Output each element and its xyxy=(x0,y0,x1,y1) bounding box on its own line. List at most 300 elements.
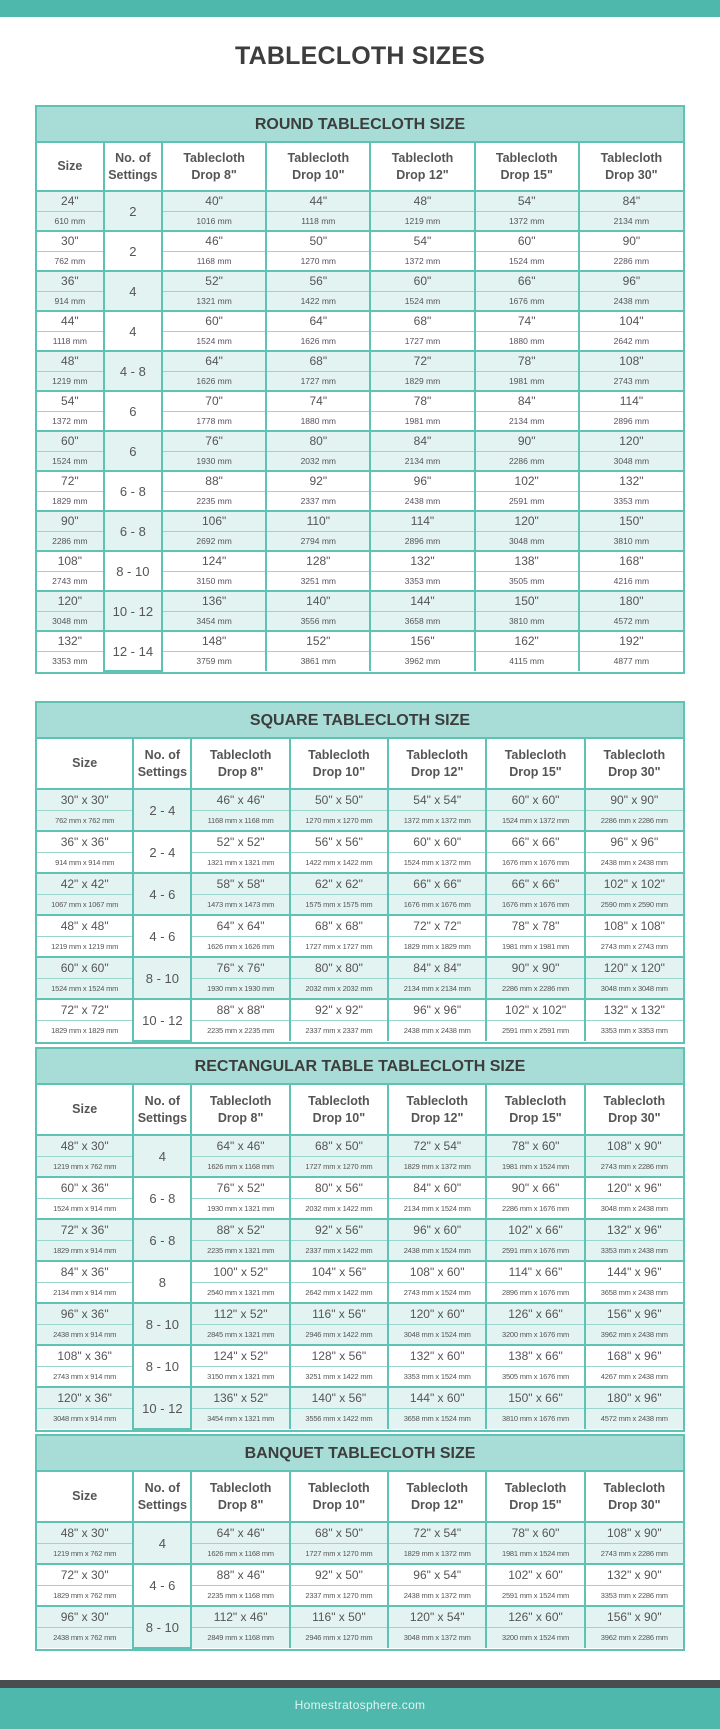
drop-mm: 2590 mm x 2590 mm xyxy=(585,894,683,915)
drop-mm: 2286 mm xyxy=(475,451,579,471)
drop-mm: 4572 mm x 2438 mm xyxy=(585,1408,683,1429)
drop-mm: 3556 mm xyxy=(266,611,370,631)
drop-mm: 2134 mm xyxy=(579,211,683,231)
drop-inches: 90" x 90" xyxy=(585,789,683,810)
drop-inches: 74" xyxy=(266,391,370,411)
drop-inches: 44" xyxy=(266,191,370,211)
drop-inches: 150" xyxy=(579,511,683,531)
drop-inches: 126" x 66" xyxy=(486,1303,584,1324)
drop-inches: 52" x 52" xyxy=(191,831,289,852)
table-row xyxy=(37,591,683,611)
drop-mm: 1981 mm x 1524 mm xyxy=(486,1543,584,1564)
drop-inches: 64" xyxy=(266,311,370,331)
drop-mm: 2032 mm x 1422 mm xyxy=(290,1198,388,1219)
drop-mm: 2896 mm xyxy=(579,411,683,431)
drop-inches: 144" x 60" xyxy=(388,1387,486,1408)
drop-inches: 90" xyxy=(579,231,683,251)
col-header-size: Size xyxy=(37,1085,133,1135)
drop-inches: 64" x 46" xyxy=(191,1135,289,1156)
drop-mm: 2032 mm xyxy=(266,451,370,471)
size-inches: 72" x 72" xyxy=(37,999,133,1020)
drop-inches: 156" x 96" xyxy=(585,1303,683,1324)
drop-mm: 2642 mm xyxy=(579,331,683,351)
drop-mm: 2946 mm x 1422 mm xyxy=(290,1324,388,1345)
settings-count: 4 xyxy=(104,311,162,351)
size-mm: 3353 mm xyxy=(37,651,104,671)
drop-inches: 46" x 46" xyxy=(191,789,289,810)
drop-inches: 144" xyxy=(370,591,474,611)
drop-inches: 144" x 96" xyxy=(585,1261,683,1282)
drop-inches: 84" xyxy=(579,191,683,211)
drop-inches: 92" x 56" xyxy=(290,1219,388,1240)
col-header-drop: Tablecloth Drop 8" xyxy=(191,739,289,789)
drop-mm: 1930 mm x 1930 mm xyxy=(191,978,289,999)
drop-mm: 1930 mm xyxy=(162,451,266,471)
drop-mm: 3353 mm x 2286 mm xyxy=(585,1585,683,1606)
size-inches: 48" x 48" xyxy=(37,915,133,936)
col-header-drop: Tablecloth Drop 30" xyxy=(585,1472,683,1522)
drop-mm: 2337 mm x 1270 mm xyxy=(290,1585,388,1606)
table-row xyxy=(37,957,683,978)
settings-count: 4 - 6 xyxy=(133,873,191,915)
drop-inches: 78" x 60" xyxy=(486,1135,584,1156)
drop-inches: 84" xyxy=(370,431,474,451)
drop-mm: 3810 mm xyxy=(475,611,579,631)
drop-inches: 68" x 50" xyxy=(290,1135,388,1156)
drop-inches: 72" x 54" xyxy=(388,1522,486,1543)
size-table xyxy=(37,1472,683,1649)
settings-count: 6 - 8 xyxy=(104,471,162,511)
drop-mm: 3048 mm x 3048 mm xyxy=(585,978,683,999)
table-row xyxy=(37,191,683,211)
drop-mm: 3962 mm x 2286 mm xyxy=(585,1627,683,1648)
drop-inches: 116" x 56" xyxy=(290,1303,388,1324)
table-row xyxy=(37,1219,683,1240)
col-header-drop: Tablecloth Drop 10" xyxy=(290,1085,388,1135)
drop-mm: 1626 mm x 1626 mm xyxy=(191,936,289,957)
drop-inches: 120" xyxy=(475,511,579,531)
drop-mm: 3454 mm xyxy=(162,611,266,631)
settings-count: 6 - 8 xyxy=(104,511,162,551)
settings-count: 2 - 4 xyxy=(133,831,191,873)
drop-mm: 1626 mm xyxy=(162,371,266,391)
drop-inches: 64" x 64" xyxy=(191,915,289,936)
drop-mm: 1372 mm x 1372 mm xyxy=(388,810,486,831)
drop-mm: 2235 mm xyxy=(162,491,266,511)
size-inches: 96" x 30" xyxy=(37,1606,133,1627)
drop-mm: 2743 mm x 2286 mm xyxy=(585,1543,683,1564)
col-header-settings: No. of Settings xyxy=(133,739,191,789)
drop-mm: 3658 mm xyxy=(370,611,474,631)
table-row xyxy=(37,1387,683,1408)
drop-inches: 84" x 84" xyxy=(388,957,486,978)
col-header-size: Size xyxy=(37,1472,133,1522)
drop-inches: 54" xyxy=(370,231,474,251)
drop-inches: 108" x 108" xyxy=(585,915,683,936)
settings-count: 8 - 10 xyxy=(133,1606,191,1648)
drop-inches: 168" xyxy=(579,551,683,571)
drop-mm: 2134 mm x 2134 mm xyxy=(388,978,486,999)
drop-inches: 104" xyxy=(579,311,683,331)
drop-mm: 1981 mm xyxy=(370,411,474,431)
size-inches: 48" x 30" xyxy=(37,1135,133,1156)
drop-inches: 114" xyxy=(579,391,683,411)
settings-count: 12 - 14 xyxy=(104,631,162,671)
drop-mm: 3658 mm x 2438 mm xyxy=(585,1282,683,1303)
footer-site-link[interactable]: Homestratosphere.com xyxy=(294,1698,426,1712)
drop-mm: 2591 mm x 2591 mm xyxy=(486,1020,584,1041)
settings-count: 8 - 10 xyxy=(133,1345,191,1387)
top-accent-bar xyxy=(0,0,720,17)
drop-inches: 90" x 66" xyxy=(486,1177,584,1198)
drop-inches: 66" x 66" xyxy=(388,873,486,894)
drop-inches: 48" xyxy=(370,191,474,211)
drop-mm: 1676 mm xyxy=(475,291,579,311)
drop-inches: 126" x 60" xyxy=(486,1606,584,1627)
table-row xyxy=(37,873,683,894)
drop-mm: 3962 mm x 2438 mm xyxy=(585,1324,683,1345)
drop-inches: 180" xyxy=(579,591,683,611)
col-header-settings: No. of Settings xyxy=(133,1085,191,1135)
drop-inches: 60" x 60" xyxy=(388,831,486,852)
size-inches: 36" xyxy=(37,271,104,291)
col-header-drop: Tablecloth Drop 8" xyxy=(191,1085,289,1135)
drop-mm: 1270 mm x 1270 mm xyxy=(290,810,388,831)
size-mm: 762 mm x 762 mm xyxy=(37,810,133,831)
drop-mm: 3150 mm x 1321 mm xyxy=(191,1366,289,1387)
size-inches: 60" xyxy=(37,431,104,451)
drop-inches: 90" x 90" xyxy=(486,957,584,978)
size-inches: 72" xyxy=(37,471,104,491)
drop-inches: 112" x 52" xyxy=(191,1303,289,1324)
drop-inches: 108" x 90" xyxy=(585,1135,683,1156)
size-table xyxy=(37,739,683,1042)
size-table xyxy=(37,143,683,672)
drop-mm: 2438 mm x 1372 mm xyxy=(388,1585,486,1606)
drop-mm: 1626 mm x 1168 mm xyxy=(191,1543,289,1564)
banquet-tablecloth-section xyxy=(35,1434,685,1651)
drop-inches: 88" x 52" xyxy=(191,1219,289,1240)
drop-mm: 2591 mm x 1676 mm xyxy=(486,1240,584,1261)
size-inches: 90" xyxy=(37,511,104,531)
settings-count: 10 - 12 xyxy=(133,1387,191,1429)
size-mm: 2438 mm x 914 mm xyxy=(37,1324,133,1345)
drop-mm: 1270 mm xyxy=(266,251,370,271)
drop-mm: 2438 mm x 2438 mm xyxy=(585,852,683,873)
drop-inches: 138" x 66" xyxy=(486,1345,584,1366)
drop-inches: 68" x 68" xyxy=(290,915,388,936)
size-mm: 1219 mm x 762 mm xyxy=(37,1156,133,1177)
drop-mm: 2337 mm x 1422 mm xyxy=(290,1240,388,1261)
drop-mm: 3200 mm x 1676 mm xyxy=(486,1324,584,1345)
drop-mm: 3810 mm x 1676 mm xyxy=(486,1408,584,1429)
size-inches: 44" xyxy=(37,311,104,331)
size-inches: 48" xyxy=(37,351,104,371)
drop-mm: 3048 mm x 1372 mm xyxy=(388,1627,486,1648)
col-header-drop: Tablecloth Drop 15" xyxy=(475,143,579,191)
drop-mm: 2337 mm xyxy=(266,491,370,511)
size-inches: 30" x 30" xyxy=(37,789,133,810)
drop-mm: 3505 mm x 1676 mm xyxy=(486,1366,584,1387)
drop-mm: 1676 mm x 1676 mm xyxy=(486,852,584,873)
drop-inches: 132" x 132" xyxy=(585,999,683,1020)
drop-inches: 72" x 72" xyxy=(388,915,486,936)
drop-inches: 132" x 60" xyxy=(388,1345,486,1366)
drop-mm: 4115 mm xyxy=(475,651,579,671)
drop-mm: 2286 mm xyxy=(579,251,683,271)
drop-inches: 106" xyxy=(162,511,266,531)
size-mm: 3048 mm x 914 mm xyxy=(37,1408,133,1429)
size-mm: 1829 mm x 762 mm xyxy=(37,1585,133,1606)
size-inches: 36" x 36" xyxy=(37,831,133,852)
drop-mm: 3048 mm x 2438 mm xyxy=(585,1198,683,1219)
drop-inches: 108" x 60" xyxy=(388,1261,486,1282)
size-mm: 1219 mm xyxy=(37,371,104,391)
drop-inches: 104" x 56" xyxy=(290,1261,388,1282)
drop-mm: 1219 mm xyxy=(370,211,474,231)
drop-inches: 70" xyxy=(162,391,266,411)
drop-inches: 66" xyxy=(475,271,579,291)
drop-inches: 128" xyxy=(266,551,370,571)
size-mm: 1118 mm xyxy=(37,331,104,351)
drop-inches: 90" xyxy=(475,431,579,451)
size-mm: 2743 mm xyxy=(37,571,104,591)
drop-inches: 102" x 60" xyxy=(486,1564,584,1585)
drop-mm: 1372 mm xyxy=(370,251,474,271)
size-inches: 30" xyxy=(37,231,104,251)
drop-mm: 3353 mm xyxy=(370,571,474,591)
drop-mm: 2235 mm x 1168 mm xyxy=(191,1585,289,1606)
drop-mm: 1981 mm xyxy=(475,371,579,391)
drop-inches: 76" xyxy=(162,431,266,451)
settings-count: 6 - 8 xyxy=(133,1219,191,1261)
drop-mm: 2286 mm x 2286 mm xyxy=(486,978,584,999)
drop-mm: 1321 mm xyxy=(162,291,266,311)
drop-inches: 156" x 90" xyxy=(585,1606,683,1627)
col-header-size: Size xyxy=(37,143,104,191)
drop-inches: 116" x 50" xyxy=(290,1606,388,1627)
drop-mm: 3658 mm x 1524 mm xyxy=(388,1408,486,1429)
col-header-drop: Tablecloth Drop 15" xyxy=(486,739,584,789)
drop-inches: 148" xyxy=(162,631,266,651)
settings-count: 4 xyxy=(104,271,162,311)
drop-mm: 1727 mm x 1270 mm xyxy=(290,1156,388,1177)
size-mm: 2438 mm x 762 mm xyxy=(37,1627,133,1648)
drop-inches: 78" xyxy=(475,351,579,371)
drop-mm: 1727 mm x 1270 mm xyxy=(290,1543,388,1564)
table-row xyxy=(37,1261,683,1282)
drop-mm: 1372 mm xyxy=(475,211,579,231)
drop-inches: 150" x 66" xyxy=(486,1387,584,1408)
drop-mm: 1727 mm xyxy=(266,371,370,391)
settings-count: 6 xyxy=(104,431,162,471)
size-mm: 1067 mm x 1067 mm xyxy=(37,894,133,915)
drop-inches: 80" xyxy=(266,431,370,451)
drop-mm: 2743 mm x 1524 mm xyxy=(388,1282,486,1303)
drop-mm: 3353 mm x 2438 mm xyxy=(585,1240,683,1261)
drop-inches: 162" xyxy=(475,631,579,651)
size-mm: 762 mm xyxy=(37,251,104,271)
drop-inches: 132" x 90" xyxy=(585,1564,683,1585)
drop-inches: 96" xyxy=(370,471,474,491)
drop-inches: 100" x 52" xyxy=(191,1261,289,1282)
size-inches: 108" x 36" xyxy=(37,1345,133,1366)
table-row xyxy=(37,1345,683,1366)
size-inches: 48" x 30" xyxy=(37,1522,133,1543)
drop-inches: 168" x 96" xyxy=(585,1345,683,1366)
drop-mm: 1778 mm xyxy=(162,411,266,431)
size-mm: 1524 mm x 1524 mm xyxy=(37,978,133,999)
drop-mm: 4877 mm xyxy=(613,656,650,667)
size-inches: 84" x 36" xyxy=(37,1261,133,1282)
section-title: ROUND TABLECLOTH SIZE xyxy=(37,107,683,143)
drop-inches: 76" x 52" xyxy=(191,1177,289,1198)
settings-count: 2 - 4 xyxy=(133,789,191,831)
drop-mm: 3505 mm xyxy=(475,571,579,591)
drop-mm: 2849 mm x 1168 mm xyxy=(191,1627,289,1648)
drop-inches: 60" xyxy=(370,271,474,291)
drop-inches: 62" x 62" xyxy=(290,873,388,894)
page-title: TABLECLOTH SIZES xyxy=(235,42,485,70)
round-tablecloth-section xyxy=(35,105,685,674)
table-row xyxy=(37,351,683,371)
table-row xyxy=(37,1606,683,1627)
drop-inches: 156" xyxy=(370,631,474,651)
settings-count: 4 - 6 xyxy=(133,915,191,957)
drop-inches: 102" x 66" xyxy=(486,1219,584,1240)
drop-inches: 152" xyxy=(266,631,370,651)
footer-divider xyxy=(0,1680,720,1688)
drop-inches: 140" x 56" xyxy=(290,1387,388,1408)
drop-inches: 78" x 78" xyxy=(486,915,584,936)
drop-inches: 78" xyxy=(370,391,474,411)
drop-mm: 2438 mm xyxy=(579,291,683,311)
drop-mm: 3200 mm x 1524 mm xyxy=(486,1627,584,1648)
size-mm: 1372 mm xyxy=(37,411,104,431)
drop-inches: 96" x 54" xyxy=(388,1564,486,1585)
size-inches: 72" x 36" xyxy=(37,1219,133,1240)
drop-inches: 72" xyxy=(370,351,474,371)
drop-inches: 54" x 54" xyxy=(388,789,486,810)
settings-count: 10 - 12 xyxy=(133,999,191,1041)
drop-mm: 2337 mm x 2337 mm xyxy=(290,1020,388,1041)
drop-mm: 1321 mm x 1321 mm xyxy=(191,852,289,873)
settings-count: 6 xyxy=(104,391,162,431)
settings-count: 2 xyxy=(104,191,162,231)
table-row xyxy=(37,831,683,852)
size-mm: 1219 mm x 1219 mm xyxy=(37,936,133,957)
settings-count: 4 - 6 xyxy=(133,1564,191,1606)
col-header-drop: Tablecloth Drop 8" xyxy=(162,143,266,191)
drop-inches: 112" x 46" xyxy=(191,1606,289,1627)
settings-count: 4 xyxy=(133,1522,191,1564)
drop-inches: 54" xyxy=(475,191,579,211)
drop-mm: 1524 mm xyxy=(475,251,579,271)
drop-mm: 3251 mm xyxy=(266,571,370,591)
footer-bar xyxy=(0,1688,720,1729)
drop-inches: 92" x 50" xyxy=(290,1564,388,1585)
size-inches: 72" x 30" xyxy=(37,1564,133,1585)
drop-mm: 3861 mm xyxy=(266,651,370,671)
table-row xyxy=(37,915,683,936)
drop-inches: 132" xyxy=(579,471,683,491)
drop-mm: 1930 mm x 1321 mm xyxy=(191,1198,289,1219)
drop-inches: 120" x 120" xyxy=(585,957,683,978)
drop-mm: 4572 mm xyxy=(579,611,683,631)
table-row xyxy=(37,431,683,451)
drop-inches: 66" x 66" xyxy=(486,831,584,852)
drop-mm: 2743 mm xyxy=(579,371,683,391)
drop-mm: 2438 mm xyxy=(370,491,474,511)
drop-inches: 56" xyxy=(266,271,370,291)
drop-inches: 132" x 96" xyxy=(585,1219,683,1240)
table-row xyxy=(37,1564,683,1585)
drop-mm: 1626 mm xyxy=(266,331,370,351)
drop-inches: 92" xyxy=(266,471,370,491)
drop-inches: 192" xyxy=(579,631,683,651)
drop-mm: 1118 mm xyxy=(266,211,370,231)
drop-inches: 80" x 56" xyxy=(290,1177,388,1198)
drop-mm: 2540 mm x 1321 mm xyxy=(191,1282,289,1303)
drop-mm: 1829 mm xyxy=(370,371,474,391)
size-mm: 1524 mm x 914 mm xyxy=(37,1198,133,1219)
drop-mm: 3048 mm xyxy=(579,451,683,471)
size-inches: 42" x 42" xyxy=(37,873,133,894)
drop-inches: 88" x 88" xyxy=(191,999,289,1020)
drop-inches: 64" xyxy=(162,351,266,371)
size-mm: 1829 mm xyxy=(37,491,104,511)
section-title: BANQUET TABLECLOTH SIZE xyxy=(37,1436,683,1472)
settings-count: 2 xyxy=(104,231,162,271)
drop-inches: 150" xyxy=(475,591,579,611)
col-header-drop: Tablecloth Drop 15" xyxy=(486,1472,584,1522)
drop-inches: 88" xyxy=(162,471,266,491)
table-row xyxy=(37,789,683,810)
drop-inches: 108" x 90" xyxy=(585,1522,683,1543)
size-mm: 3048 mm xyxy=(37,611,104,631)
rectangular-tablecloth-section xyxy=(35,1047,685,1432)
drop-mm: 2235 mm x 2235 mm xyxy=(191,1020,289,1041)
drop-inches: 84" x 60" xyxy=(388,1177,486,1198)
settings-count: 4 xyxy=(133,1135,191,1177)
drop-inches: 78" x 60" xyxy=(486,1522,584,1543)
drop-mm: 1168 mm xyxy=(162,251,266,271)
drop-mm: 1473 mm x 1473 mm xyxy=(191,894,289,915)
drop-mm: 1168 mm x 1168 mm xyxy=(191,810,289,831)
size-mm: 1829 mm x 1829 mm xyxy=(37,1020,133,1041)
drop-mm: 1727 mm x 1727 mm xyxy=(290,936,388,957)
drop-inches: 124" xyxy=(162,551,266,571)
drop-inches: 136" x 52" xyxy=(191,1387,289,1408)
drop-inches: 96" xyxy=(579,271,683,291)
drop-inches: 76" x 76" xyxy=(191,957,289,978)
col-header-drop: Tablecloth Drop 12" xyxy=(370,143,474,191)
drop-inches: 96" x 60" xyxy=(388,1219,486,1240)
drop-mm: 3048 mm x 1524 mm xyxy=(388,1324,486,1345)
drop-inches: 60" x 60" xyxy=(486,789,584,810)
drop-inches: 80" x 80" xyxy=(290,957,388,978)
settings-count: 8 - 10 xyxy=(133,1303,191,1345)
drop-inches: 72" x 54" xyxy=(388,1135,486,1156)
col-header-settings: No. of Settings xyxy=(104,143,162,191)
drop-mm: 3150 mm xyxy=(162,571,266,591)
drop-inches: 52" xyxy=(162,271,266,291)
col-header-drop: Tablecloth Drop 10" xyxy=(290,1472,388,1522)
drop-mm: 2896 mm xyxy=(370,531,474,551)
drop-mm: 2692 mm xyxy=(162,531,266,551)
drop-mm: 1575 mm x 1575 mm xyxy=(290,894,388,915)
table-row xyxy=(37,1522,683,1543)
